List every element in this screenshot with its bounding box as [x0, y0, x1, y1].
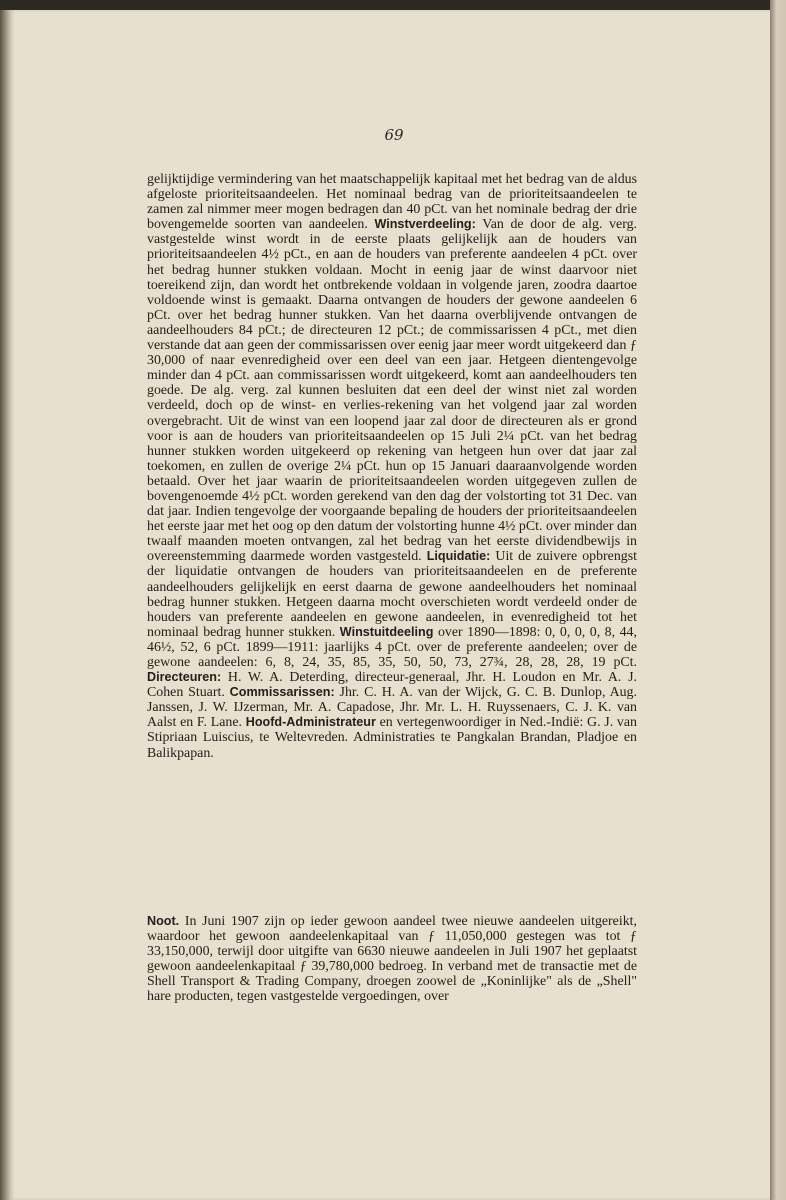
heading-commissarissen: Commissarissen:: [229, 685, 335, 700]
text-segment: Van de door de alg. verg. vastgestelde winst wordt in de eerste plaats gelijkelijk aan de houders van prioriteitsaandeelen 4½ pCt., en aan de houders van preferente aandeelen 4 pCt. over het bedrag hunner stukken voldaan. Mocht in eenig jaar de winst daarvoor niet toereikend zijn, dan wordt het ontbrekende voldaan in volgende jaren, zoodra daartoe voldoende winst is gemaakt. Daarna ontvangen de houders der gewone aandeelen 6 pCt. over het bedrag hunner stukken. Van het daarna overblijvende ontvangen de aandeelhouders 84 pCt.; de directeuren 12 pCt.; de commissarissen 4 pCt., met dien verstande dat aan geen der commissarissen over eenig jaar meer wordt uitgekeerd dan ƒ 30,000 of naar evenredigheid over een deel van een jaar. Hetgeen dientengevolge minder dan 4 pCt. aan commissarissen wordt uitgekeerd, komt aan aandeelhouders ten goede. De alg. verg. zal kunnen besluiten dat een deel der winst niet zal worden verdeeld, doch op de winst- en verlies-rekening van het volgend jaar zal worden overgebracht. Uit de winst van een loopend jaar zal door de directeuren als er grond voor is aan de houders van prioriteitsaandeelen op 15 Juli 2¼ pCt. van het bedrag hunner stukken worden uitgekeerd op rekening van hetgeen hun over dat jaar zal toekomen, en zullen de overige 2¼ pCt. hun op 15 Januari daaraanvolgende worden betaald. Over het jaar waarin de prioriteitsaandeelen worden uitgegeven zullen de bovengenoemde 4½ pCt. worden gerekend van den dag der volstorting tot 31 Dec. van dat jaar. Indien tengevolge der voorgaande bepaling de houders der prioriteitsaandeelen het eerste jaar met het oog op den datum der volstorting hunne 4½ pCt. over minder dan twaalf maanden moeten ontvangen, zal het bedrag van het eerste dividendbewijs in overeenstemming daarmede worden vastgesteld.: [147, 217, 637, 565]
heading-directeuren: Directeuren:: [147, 670, 222, 685]
scan-left-border: [0, 10, 10, 1200]
heading-hoofd-administrateur: Hoofd-Administrateur: [245, 715, 376, 730]
heading-winstuitdeeling: Winstuitdeeling: [339, 624, 434, 639]
note-paragraph: [147, 914, 637, 1005]
heading-noot: Noot.: [147, 914, 180, 928]
scan-right-border: [770, 0, 786, 1200]
text-segment: In Juni 1907 zijn op ieder gewoon aandeel twee nieuwe aandeelen uitgereikt, waardoor het gewoon aandeelenkapitaal van ƒ 11,050,000 gestegen was tot ƒ 33,150,000, terwijl door uitgifte van 6630 nieuwe aandeelen in Juli 1907 het geplaatst gewoon aandeelenkapitaal ƒ 39,780,000 bedroeg. In verband met de transactie met de Shell Transport & Trading Company, droegen zoowel de „Koninlijke" als de „Shell" hare producten, tegen vastgestelde vergoedingen, over: [147, 914, 637, 1005]
book-page: [10, 10, 778, 1200]
text-segment: Uit de zuivere opbrengst der liquidatie ontvangen de houders van prioriteitsaandeelen en de preferente aandeelhouders gelijkelijk en eerst daarna de gewone aandeelhouders het nominaal bedrag hunner stukken. Hetgeen daarna mocht overschieten wordt verdeeld onder de houders van preferente aandeelen en gewone aandeelen, in evenredigheid tot het nominaal bedrag hunner stukken.: [147, 549, 637, 640]
main-paragraph: [147, 172, 637, 761]
page-number: 69: [384, 126, 404, 144]
text-segment: Jhr. C. H. A. van der Wijck, G. C. B. Dunlop, Aug. Janssen, J. W. IJzerman, Mr. A. Capadose, Jhr. Mr. L. H. Ruyssenaers, C. J. K. van Aalst en F. Lane.: [147, 685, 637, 731]
text-segment: H. W. A. Deterding, directeur-generaal, Jhr. H. Loudon en Mr. A. J. Cohen Stuart.: [147, 670, 637, 701]
text-segment: over 1890—1898: 0, 0, 0, 0, 8, 44, 46½, 52, 6 pCt. 1899—1911: jaarlijks 4 pCt. over de preferente aandeelen; over de gewone aandeelen: 6, 8, 24, 35, 85, 35, 50, 50, 73, 27¾, 28, 28, 28, 19 pCt.: [147, 624, 637, 670]
text-segment: gelijktijdige vermindering van het maatschappelijk kapitaal met het bedrag van de aldus afgeloste prioriteitsaandeelen. Het nominaal bedrag van de prioriteitsaandeelen te zamen zal nimmer meer mogen bedragen dan 40 pCt. van het nominale bedrag der drie bovengemelde soorten van aandeelen.: [147, 172, 637, 233]
heading-winstverdeeling: Winstverdeeling:: [374, 217, 476, 232]
scan-top-border: [0, 0, 786, 10]
text-segment: en vertegenwoordiger in Ned.-Indië: G. J. van Stipriaan Luiscius, te Weltevreden. Administraties te Pangkalan Brandan, Pladjoe en Balikpapan.: [147, 715, 637, 761]
heading-liquidatie: Liquidatie:: [426, 549, 491, 564]
